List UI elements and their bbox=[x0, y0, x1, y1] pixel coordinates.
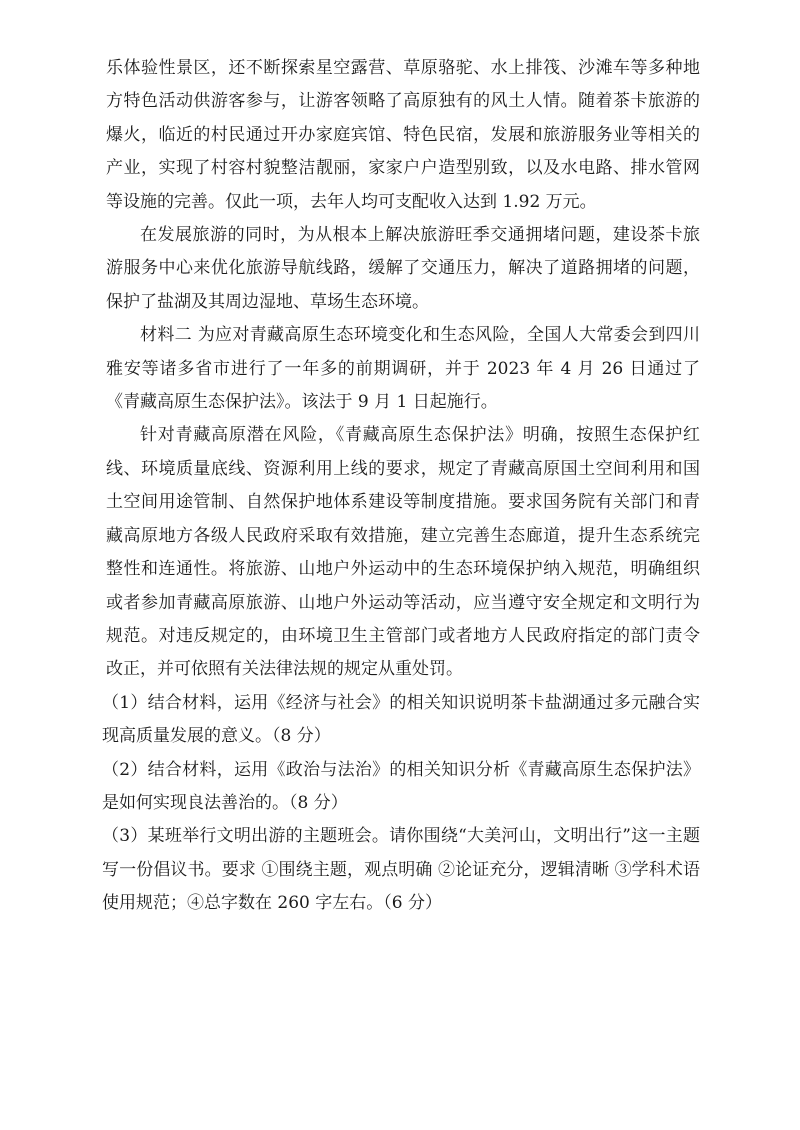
document-page bbox=[102, 52, 700, 921]
question-1: （1）结合材料，运用《经济与社会》的相关知识说明茶卡盐湖通过多元融合实现高质量发展的意义。（8 分） bbox=[102, 692, 700, 747]
question-3: （3）某班举行文明出游的主题班会。请你围绕“大美河山，文明出行”这一主题写一份倡议书。要求 ①围绕主题，观点明确 ②论证充分，逻辑清晰 ③学科术语使用规范；④总字数在 260 字左右。（6 分） bbox=[102, 826, 700, 914]
paragraph-tourism-traffic: 在发展旅游的同时，为从根本上解决旅游旺季交通拥堵问题，建设茶卡旅游服务中心来优化旅游导航线路，缓解了交通压力，解决了道路拥堵的问题，保护了盐湖及其周边湿地、草场生态环境。 bbox=[106, 225, 700, 312]
paragraph-material-two: 材料二 为应对青藏高原生态环境变化和生态风险，全国人大常委会到四川雅安等诸多省市进行了一年多的前期调研，并于 2023 年 4 月 26 日通过了《青藏高原生态保护法》。该法于 9 月 1 日起施行。 bbox=[106, 325, 700, 413]
paragraph-continuation: 乐体验性景区，还不断探索星空露营、草原骆驼、水上排筏、沙滩车等多种地方特色活动供游客参与，让游客领略了高原独有的风土人情。随着茶卡旅游的爆火，临近的村民通过开办家庭宾馆、特色民宿，发展和旅游服务业等相关的产业，实现了村容村貌整洁靓丽，家家户户造型别致，以及水电路、排水管网等设施的完善。仅此一项，去年人均可支配收入达到 1.92 万元。 bbox=[106, 58, 700, 212]
question-2: （2）结合材料，运用《政治与法治》的相关知识分析《青藏高原生态保护法》是如何实现良法善治的。（8 分） bbox=[102, 759, 700, 813]
paragraph-protection-law: 针对青藏高原潜在风险，《青藏高原生态保护法》明确，按照生态保护红线、环境质量底线、资源利用上线的要求，规定了青藏高原国土空间利用和国土空间用途管制、自然保护地体系建设等制度措施。要求国务院有关部门和青藏高原地方各级人民政府采取有效措施，建立完善生态廊道，提升生态系统完整性和连通性。将旅游、山地户外运动中的生态环境保护纳入规范，明确组织或者参加青藏高原旅游、山地户外运动等活动，应当遵守安全规定和文明行为规范。对违反规定的，由环境卫生主管部门或者地方人民政府指定的部门责令改正，并可依照有关法律法规的规定从重处罚。 bbox=[106, 425, 700, 680]
